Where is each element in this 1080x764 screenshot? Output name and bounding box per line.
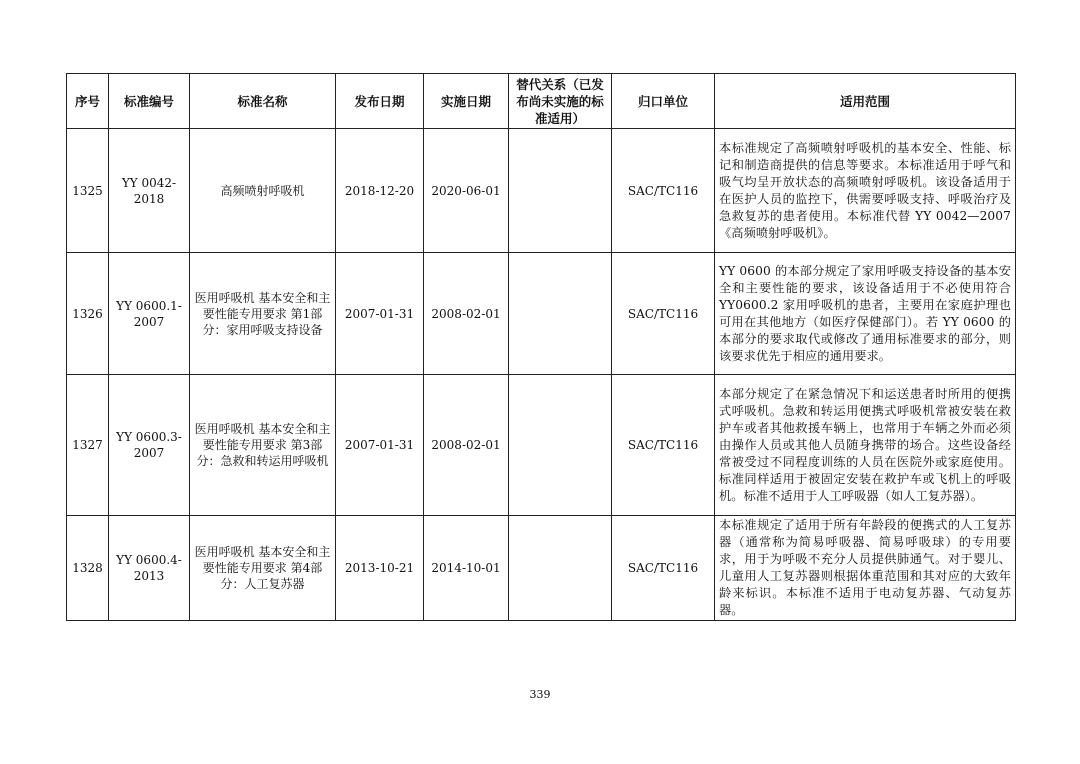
cell-seq: 1328 bbox=[67, 516, 109, 621]
cell-scope: 本标准规定了高频喷射呼吸机的基本安全、性能、标记和制造商提供的信息等要求。本标准适用于呼气和吸气均呈开放状态的高频喷射呼吸机。该设备适用于在医护人员的监控下，供需要呼吸支持、呼吸治疗及急救复苏的患者使用。本标准代替 YY 0042—2007《高频喷射呼吸机》。 bbox=[715, 129, 1016, 253]
cell-name: 医用呼吸机 基本安全和主要性能专用要求 第3部分：急救和转运用呼吸机 bbox=[190, 375, 336, 516]
cell-name: 医用呼吸机 基本安全和主要性能专用要求 第4部分：人工复苏器 bbox=[190, 516, 336, 621]
header-replacement: 替代关系（已发布尚未实施的标准适用） bbox=[509, 74, 612, 129]
cell-implement-date: 2014-10-01 bbox=[424, 516, 509, 621]
cell-publish-date: 2007-01-31 bbox=[336, 375, 424, 516]
page-number: 339 bbox=[529, 688, 551, 701]
cell-seq: 1326 bbox=[67, 253, 109, 375]
table-row bbox=[67, 253, 1016, 375]
standards-table bbox=[66, 73, 1016, 621]
cell-code: YY 0600.4-2013 bbox=[109, 516, 190, 621]
cell-committee: SAC/TC116 bbox=[612, 129, 715, 253]
cell-scope: 本标准规定了适用于所有年龄段的便携式的人工复苏器（通常称为简易呼吸器、简易呼吸球）的专用要求，用于为呼吸不充分人员提供肺通气。对于婴儿、儿童用人工复苏器则根据体重范围和其对应的大致年龄来标识。本标准不适用于电动复苏器、气动复苏器。 bbox=[715, 516, 1016, 621]
cell-replacement bbox=[509, 129, 612, 253]
cell-replacement bbox=[509, 516, 612, 621]
cell-code: YY 0042-2018 bbox=[109, 129, 190, 253]
header-implement-date: 实施日期 bbox=[424, 74, 509, 129]
cell-publish-date: 2018-12-20 bbox=[336, 129, 424, 253]
cell-scope: 本部分规定了在紧急情况下和运送患者时所用的便携式呼吸机。急救和转运用便携式呼吸机常被安装在救护车或者其他救援车辆上，也常用于车辆之外而必须由操作人员或其他人员随身携带的场合。这些设备经常被受过不同程度训练的人员在医院外或家庭使用。标准同样适用于被固定安装在救护车或飞机上的呼吸机。标准不适用于人工呼吸器（如人工复苏器）。 bbox=[715, 375, 1016, 516]
cell-code: YY 0600.1-2007 bbox=[109, 253, 190, 375]
cell-code: YY 0600.3-2007 bbox=[109, 375, 190, 516]
cell-seq: 1327 bbox=[67, 375, 109, 516]
header-name: 标准名称 bbox=[190, 74, 336, 129]
cell-committee: SAC/TC116 bbox=[612, 516, 715, 621]
header-code: 标准编号 bbox=[109, 74, 190, 129]
table-row bbox=[67, 375, 1016, 516]
table-row bbox=[67, 129, 1016, 253]
header-committee: 归口单位 bbox=[612, 74, 715, 129]
cell-replacement bbox=[509, 375, 612, 516]
cell-committee: SAC/TC116 bbox=[612, 375, 715, 516]
cell-scope: YY 0600 的本部分规定了家用呼吸支持设备的基本安全和主要性能的要求，该设备适用于不必使用符合 YY0600.2 家用呼吸机的患者，主要用在家庭护理也可用在其他地方（如医疗保健部门）。若 YY 0600 的本部分的要求取代或修改了通用标准要求的部分，则该要求优先于相应的通用要求。 bbox=[715, 253, 1016, 375]
cell-seq: 1325 bbox=[67, 129, 109, 253]
cell-implement-date: 2020-06-01 bbox=[424, 129, 509, 253]
cell-replacement bbox=[509, 253, 612, 375]
cell-name: 医用呼吸机 基本安全和主要性能专用要求 第1部分：家用呼吸支持设备 bbox=[190, 253, 336, 375]
cell-name: 高频喷射呼吸机 bbox=[190, 129, 336, 253]
cell-implement-date: 2008-02-01 bbox=[424, 253, 509, 375]
table-row bbox=[67, 516, 1016, 621]
cell-publish-date: 2013-10-21 bbox=[336, 516, 424, 621]
cell-publish-date: 2007-01-31 bbox=[336, 253, 424, 375]
cell-committee: SAC/TC116 bbox=[612, 253, 715, 375]
header-publish-date: 发布日期 bbox=[336, 74, 424, 129]
cell-implement-date: 2008-02-01 bbox=[424, 375, 509, 516]
header-seq: 序号 bbox=[67, 74, 109, 129]
header-scope: 适用范围 bbox=[715, 74, 1016, 129]
table-header-row bbox=[67, 74, 1016, 129]
